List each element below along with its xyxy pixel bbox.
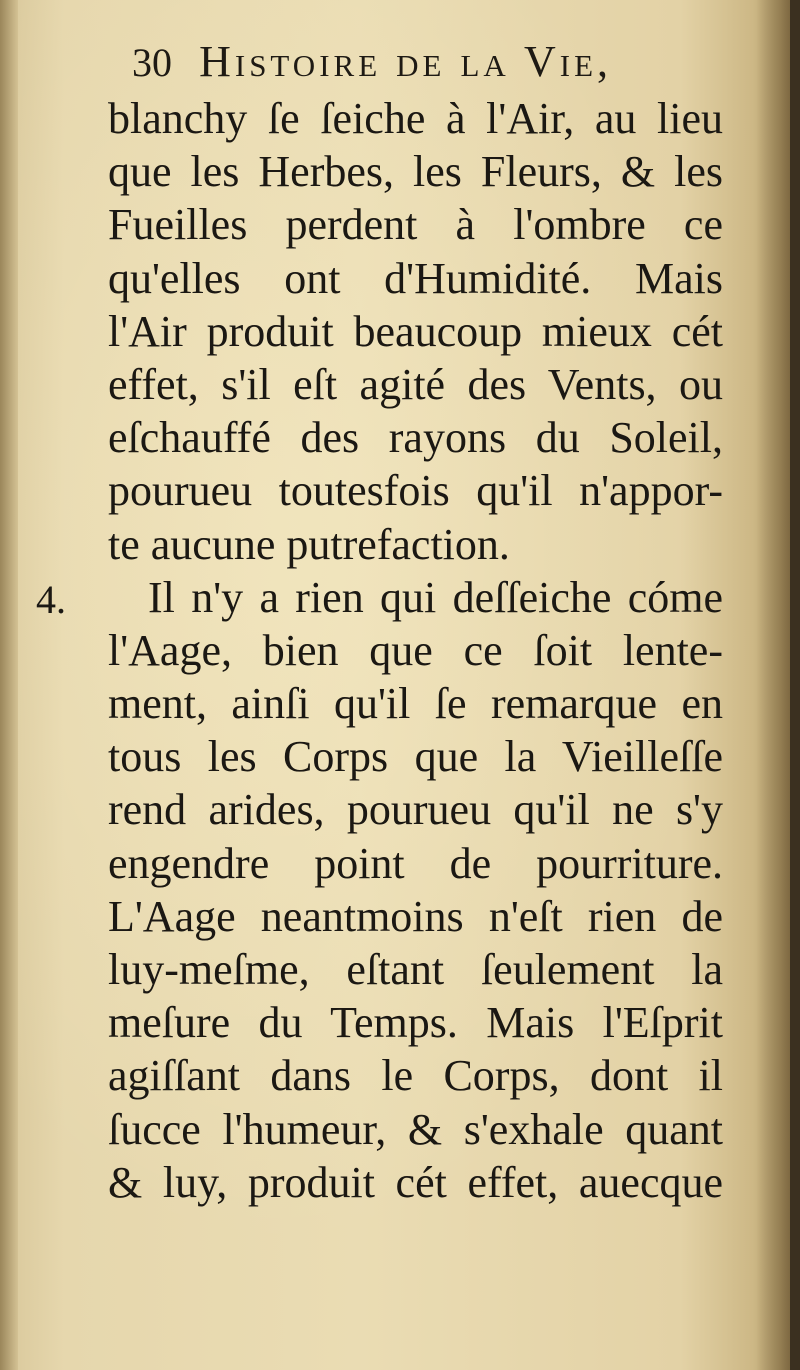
page-binding-edge bbox=[790, 0, 800, 1370]
text-line: meſure du Temps. Mais l'Eſprit bbox=[108, 998, 723, 1048]
text-line: blanchy ſe ſeiche à l'Air, au lieu bbox=[108, 94, 723, 143]
text-line-paragraph-start: Il n'y a rien qui deſſeiche cóme bbox=[148, 572, 723, 622]
text-line: luy-meſme, eſtant ſeulement la bbox=[108, 945, 723, 994]
text-line: l'Aage, bien que ce ſoit lente- bbox=[108, 625, 723, 675]
text-line: qu'elles ont d'Humidité. Mais bbox=[108, 253, 723, 303]
body-text bbox=[108, 92, 723, 1209]
text-line: tous les Corps que la Vieilleſſe bbox=[108, 732, 723, 782]
text-line: engendre point de pourriture. bbox=[108, 838, 723, 888]
paragraph-marginal-number: 4. bbox=[36, 577, 66, 622]
text-line: Fueilles perdent à l'ombre ce bbox=[108, 200, 723, 250]
text-line: L'Aage neantmoins n'eſt rien de bbox=[108, 891, 723, 941]
text-line: l'Air produit beaucoup mieux cét bbox=[108, 306, 723, 356]
text-line: agiſſant dans le Corps, dont il bbox=[108, 1051, 723, 1101]
text-line: que les Herbes, les Fleurs, & les bbox=[108, 147, 723, 197]
page-left-edge bbox=[0, 0, 18, 1370]
text-line: pourueu toutesfois qu'il n'appor- bbox=[108, 466, 723, 516]
page-number: 30 bbox=[132, 40, 172, 85]
page-header bbox=[132, 36, 692, 100]
text-line: rend arides, pourueu qu'il ne s'y bbox=[108, 785, 723, 835]
text-line: ment, ainſi qu'il ſe remarque en bbox=[108, 679, 723, 729]
text-line-paragraph-end: te aucune putrefaction. bbox=[108, 519, 510, 569]
text-line: eſchauffé des rayons du Soleil, bbox=[108, 413, 723, 463]
text-line: & luy, produit cét effet, auecque bbox=[108, 1157, 723, 1207]
text-line: ſucce l'humeur, & s'exhale quant bbox=[108, 1104, 723, 1154]
running-title: Histoire de la Vie, bbox=[199, 37, 613, 86]
text-line: effet, s'il eſt agité des Vents, ou bbox=[108, 359, 723, 409]
